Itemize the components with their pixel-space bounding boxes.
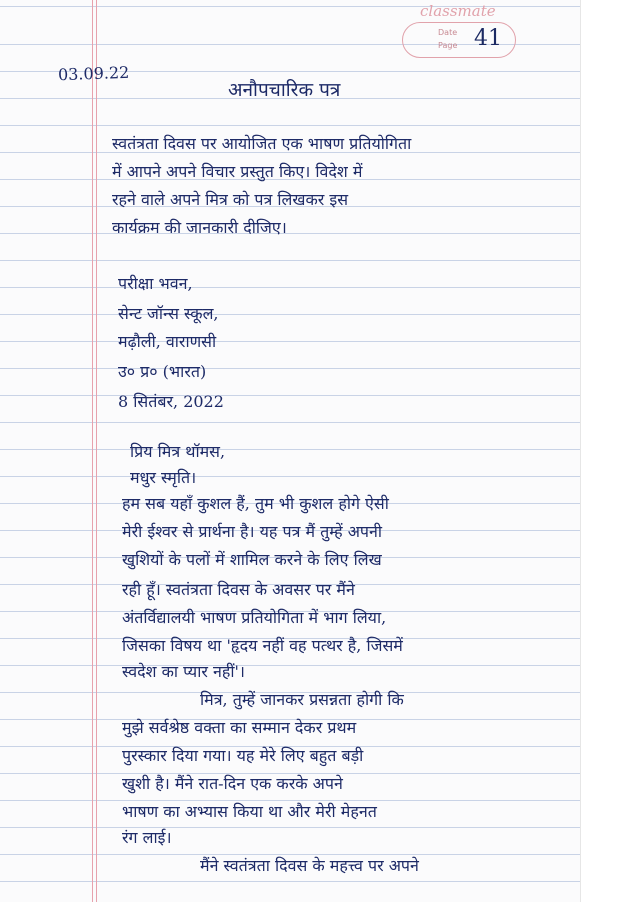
body-line: खुशी है। मैंने रात-दिन एक करके अपने (122, 774, 343, 793)
question-line: स्वतंत्रता दिवस पर आयोजित एक भाषण प्रतियोगिता (112, 134, 412, 153)
margin-line (92, 0, 93, 902)
body-line: रंग लाई। (122, 828, 172, 847)
body-line: खुशियों के पलों में शामिल करने के लिए लिख (122, 550, 382, 569)
body-line: मेरी ईश्वर से प्रार्थना है। यह पत्र मैं तुम्हें अपनी (122, 522, 383, 541)
body-line: अंतर्विद्यालयी भाषण प्रतियोगिता में भाग लिया, (122, 608, 387, 627)
entry-date: 03.09.22 (57, 62, 130, 85)
address-date: 8 सितंबर, 2022 (118, 392, 224, 411)
address-line: मढ़ौली, वाराणसी (118, 332, 217, 351)
address-line: उ० प्र० (भारत) (118, 362, 207, 381)
page-edge (580, 0, 638, 902)
body-line: मैंने स्वतंत्रता दिवस के महत्त्व पर अपने (200, 856, 419, 875)
question-line: में आपने अपने विचार प्रस्तुत किए। विदेश में (112, 162, 363, 181)
date-label: Date (438, 28, 458, 37)
question-line: रहने वाले अपने मित्र को पत्र लिखकर इस (112, 190, 349, 209)
salutation: प्रिय मित्र थॉमस, (130, 442, 226, 461)
body-line: पुरस्कार दिया गया। यह मेरे लिए बहुत बड़ी (122, 746, 364, 765)
body-line: भाषण का अभ्यास किया था और मेरी मेहनत (122, 802, 377, 821)
address-line: परीक्षा भवन, (118, 274, 193, 293)
body-line: हम सब यहाँ कुशल हैं, तुम भी कुशल होगे ऐसी (122, 494, 389, 513)
notebook-brand: classmate (420, 2, 496, 20)
body-line: जिसका विषय था 'हृदय नहीं वह पत्थर है, जिसमें (122, 636, 403, 655)
letter-title: अनौपचारिक पत्र (228, 79, 341, 101)
body-line: स्वदेश का प्यार नहीं'। (122, 662, 245, 681)
question-line: कार्यक्रम की जानकारी दीजिए। (112, 218, 287, 237)
body-line: मित्र, तुम्हें जानकर प्रसन्नता होगी कि (200, 690, 404, 709)
greeting: मधुर स्मृति। (130, 468, 197, 487)
body-line: मुझे सर्वश्रेष्ठ वक्ता का सम्मान देकर प्रथम (122, 718, 357, 737)
page-label: Page (438, 41, 458, 50)
address-line: सेन्ट जॉन्स स्कूल, (118, 304, 219, 323)
page-number: 41 (474, 26, 502, 51)
body-line: रही हूँ। स्वतंत्रता दिवस के अवसर पर मैंने (122, 580, 355, 599)
margin-line (96, 0, 97, 902)
